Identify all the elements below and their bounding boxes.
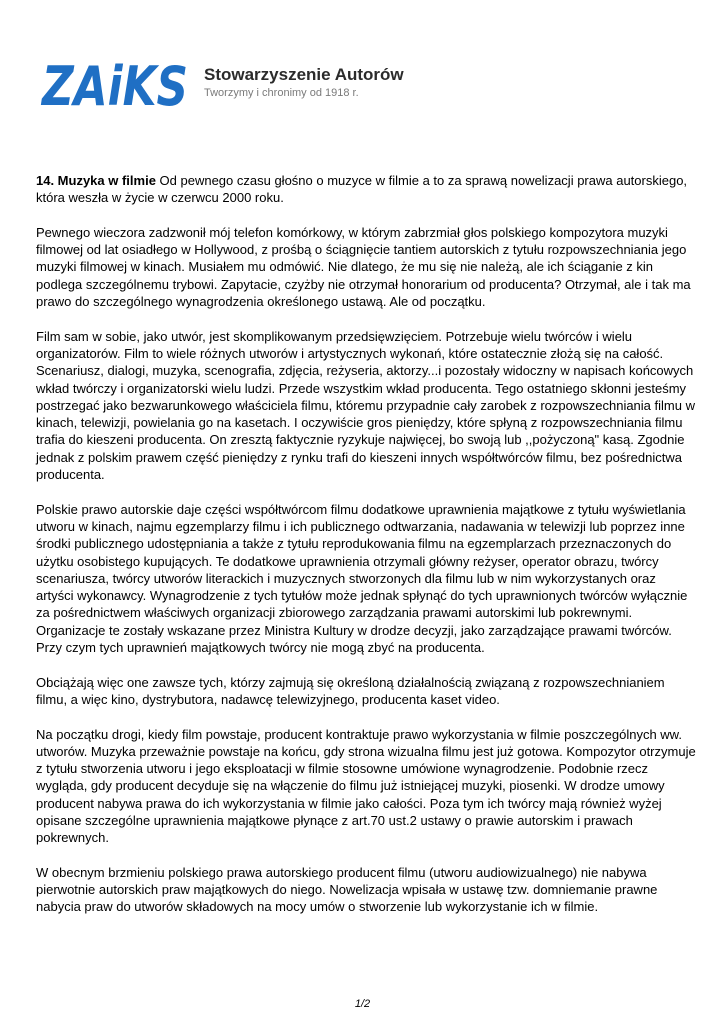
zaiks-logo	[40, 55, 190, 118]
logo-text: ZAiKS	[40, 55, 188, 118]
article-paragraph: Polskie prawo autorskie daje części współtwórcom filmu dodatkowe uprawnienia majątkowe z tytułu wyświetlania utworu w kinach, najmu egzemplarzy filmu i ich publicznego odtwarzania, nadawania w telewizji lub poprzez inne środki publicznego udostępniania a także z tytułu reprodukowania filmu na egzemplarzach przeznaczonych do użytku osobistego kupujących. Te dodatkowe uprawnienia otrzymali główny reżyser, operator obrazu, twórcy scenariusza, twórcy utworów literackich i muzycznych stworzonych dla filmu lub w nim wykorzystanych oraz artyści wykonawcy. Wynagrodzenie z tych tytułów może jednak spłynąć do tych uprawnionych twórców wyłącznie za pośrednictwem właściwych organizacji zbiorowego zarządzania prawami autorskimi lub pokrewnymi. Organizacje te zostały wskazane przez Ministra Kultury w drodze decyzji, jako zarządzające prawami twórców. Przy czym tych uprawnień majątkowych twórcy nie mogą zbyć na producenta.	[36, 501, 688, 656]
article-body	[36, 172, 696, 933]
page-header	[40, 55, 640, 118]
article-paragraph: W obecnym brzmieniu polskiego prawa autorskiego producent filmu (utworu audiowizualnego) nie nabywa pierwotnie autorskich praw majątkowych do niego. Nowelizacja wpisała w ustawę tzw. domniemanie prawne nabycia praw do utworów składowych na mocy umów o stworzenie lub wykorzystanie ich w filmie.	[36, 864, 658, 915]
org-tagline: Tworzymy i chronimy od 1918 r.	[204, 87, 359, 99]
article-paragraph: Na początku drogi, kiedy film powstaje, producent kontraktuje prawo wykorzystania w filmie poszczególnych ww. utworów. Muzyka przeważnie powstaje na końcu, gdy strona wizualna filmu jest już gotowa. Kompozytor otrzymuje z tytułu stworzenia utworu i jego eksploatacji w filmie stosowne umówione wynagrodzenie. Podobnie rzecz wygląda, gdy producent decyduje się na włączenie do filmu już istniejącej muzyki, piosenki. W drodze umowy producent nabywa prawa do ich wykorzystania w filmie jako całości. Poza tym ich twórcy mają również wyżej opisane szczególne uprawnienia majątkowe płynące z art.70 ust.2 ustawy o prawie autorskim i prawach pokrewnych.	[36, 726, 696, 846]
article-heading: 14. Muzyka w filmie	[36, 173, 156, 188]
article-paragraph: Pewnego wieczora zadzwonił mój telefon komórkowy, w którym zabrzmiał głos polskiego kompozytora muzyki filmowej od lat osiadłego w Hollywood, z prośbą o ściągnięcie tantiem autorskich z tytułu rozpowszechniania jego muzyki filmowej w kinach. Musiałem mu odmówić. Nie dlatego, że mu się nie należą, ale ich ściąganie z kin podlega szczególnemu trybowi. Zapytacie, czyżby nie otrzymał honorarium od producenta? Otrzymał, ale i tak ma prawo do szczególnego wynagrodzenia określonego ustawą. Ale od początku.	[36, 224, 691, 310]
article-paragraph: Obciążają więc one zawsze tych, którzy zajmują się określoną działalnością związaną z rozpowszechnianiem filmu, a więc kino, dystrybutora, nadawcę telewizyjnego, producenta kaset video.	[36, 674, 665, 707]
org-block	[204, 65, 404, 100]
article-intro: Od pewnego czasu głośno o muzyce w filmie a to za sprawą nowelizacji prawa autorskiego, która weszła w życie w czerwcu 2000 roku.	[36, 173, 688, 206]
article-paragraph: Film sam w sobie, jako utwór, jest skomplikowanym przedsięwzięciem. Potrzebuje wielu twórców i wielu organizatorów. Film to wiele różnych utworów i artystycznych wykonań, które ostatecznie złożą się na całość. Scenariusz, dialogi, muzyka, scenografia, zdjęcia, reżyseria, aktorzy...i pozostały widoczny w napisach końcowych wkład twórczy i organizatorski wielu ludzi. Przede wszystkim wkład producenta. Tego ostatniego skłonni jesteśmy postrzegać jako bezwarunkowego właściciela filmu, któremu przypadnie cały zarobek z rozpowszechniania filmu w kinach, telewizji, powielania go na kasetach. I oczywiście gros pieniędzy, które spłyną z rozpowszechniania filmu trafia do kieszeni producenta. On zresztą faktycznie ryzykuje najwięcej, bo swoją lub ,,pożyczoną" kasą. Zgodnie jednak z polskim prawem część pieniędzy z rynku trafi do kieszeni innych współtwórców filmu, bez pośrednictwa producenta.	[36, 328, 695, 483]
org-name: Stowarzyszenie Autorów	[204, 65, 404, 84]
article-intro-paragraph	[36, 172, 696, 207]
page-number: 1/2	[354, 998, 371, 1010]
